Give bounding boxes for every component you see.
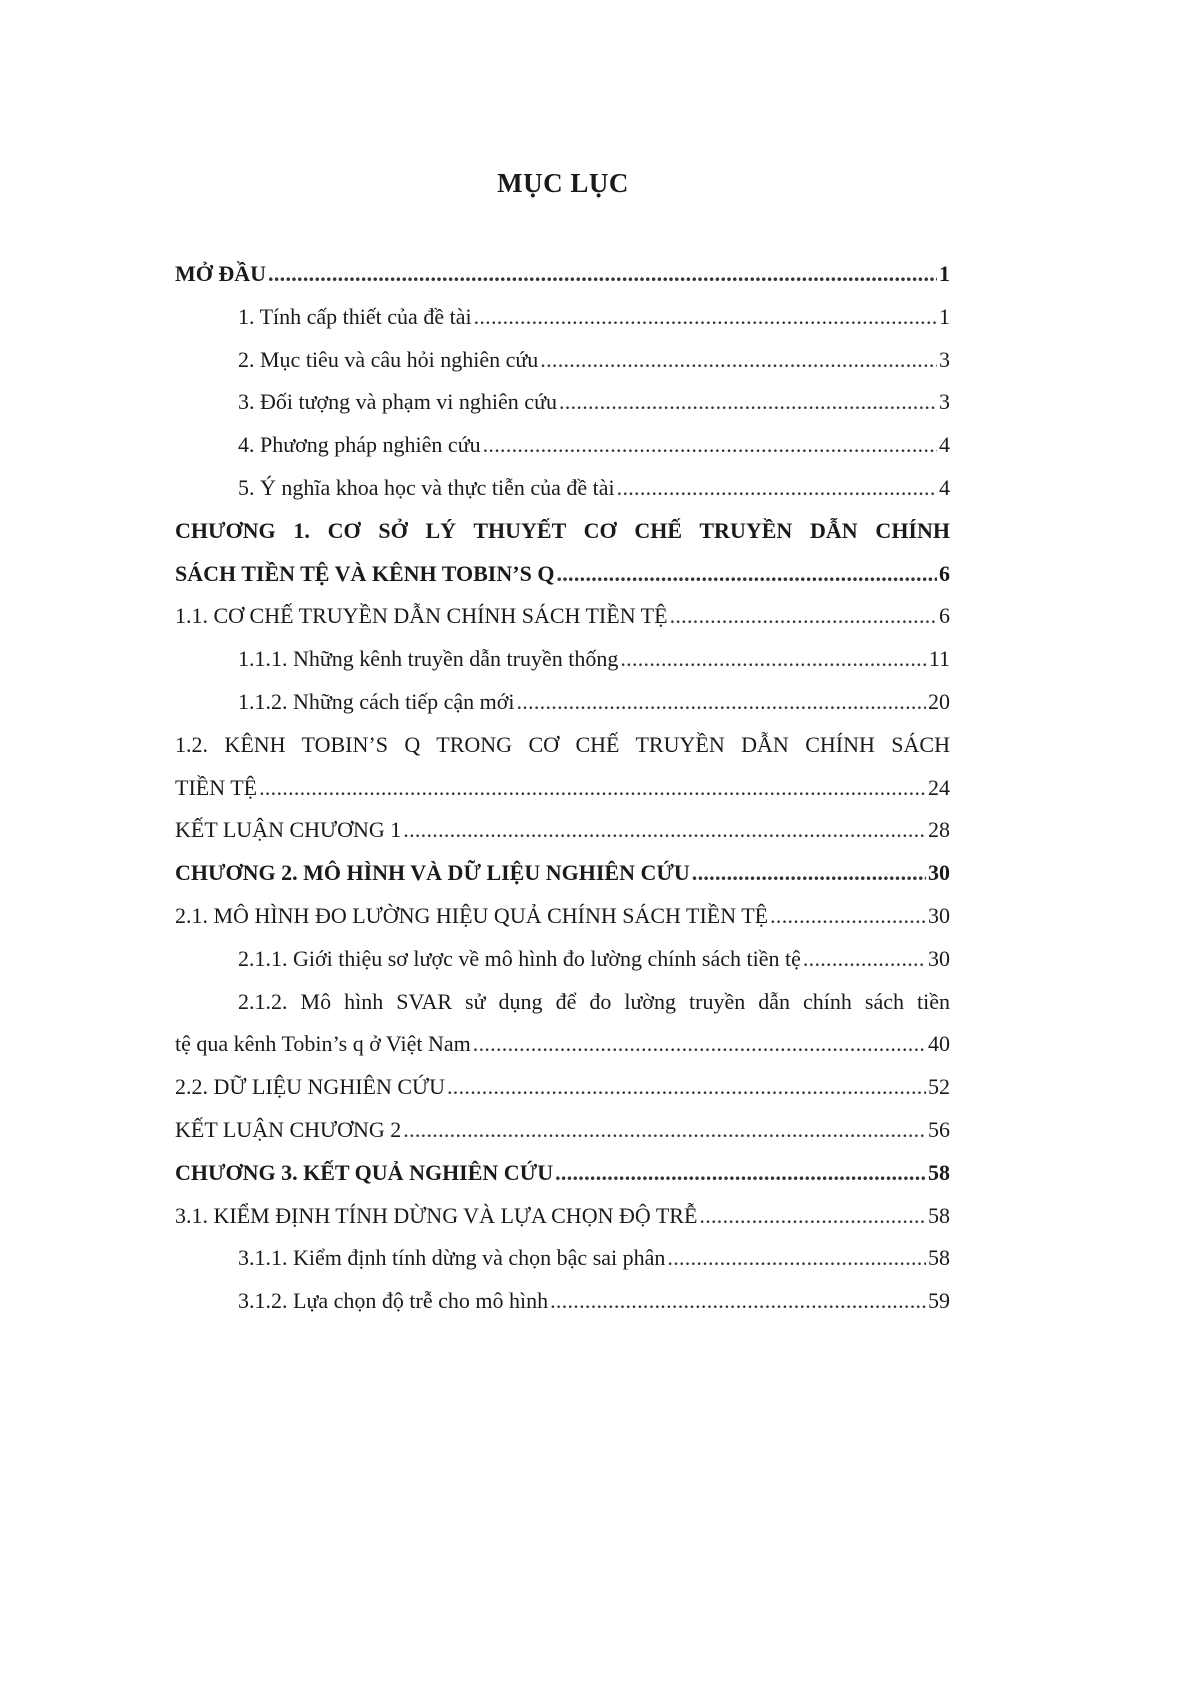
dot-leader: [617, 475, 937, 501]
toc-page-number: 56: [928, 1116, 950, 1142]
toc-page-number: 4: [939, 474, 950, 500]
toc-entry-text: MỞ ĐẦU: [175, 261, 267, 286]
toc-page-number: 24: [928, 774, 950, 800]
dot-leader: [670, 603, 937, 629]
toc-page-number: 3: [939, 389, 950, 415]
dot-leader: [559, 389, 937, 415]
toc-entry-text: 2.1.1. Giới thiệu sơ lược về mô hình đo lường chính sách tiền tệ: [238, 945, 801, 971]
toc-entry[interactable]: [175, 860, 950, 903]
toc-entry[interactable]: [175, 432, 950, 475]
toc-page-number: 3: [939, 346, 950, 372]
toc-entry-wrapped-line[interactable]: 1.2. KÊNH TOBIN’S Q TRONG CƠ CHẾ TRUYỀN DẪN CHÍNH SÁCH: [175, 731, 950, 757]
toc-entry-text: 2. Mục tiêu và câu hỏi nghiên cứu: [238, 346, 539, 372]
toc-entry-text: 3.1.1. Kiểm định tính dừng và chọn bậc sai phân: [238, 1245, 666, 1271]
dot-leader: [447, 1074, 926, 1100]
toc-entry-text: KẾT LUẬN CHƯƠNG 1: [175, 817, 402, 843]
dot-leader: [803, 946, 926, 972]
toc-entry[interactable]: [175, 1074, 950, 1117]
toc-entry[interactable]: [175, 689, 950, 732]
toc-entry-text: 2.1. MÔ HÌNH ĐO LƯỜNG HIỆU QUẢ CHÍNH SÁCH TIỀN TỆ: [175, 902, 769, 928]
dot-leader: [473, 1031, 926, 1057]
toc-page-number: 1: [939, 303, 950, 329]
dot-leader: [474, 304, 937, 330]
toc-entry-text: 3. Đối tượng và phạm vi nghiên cứu: [238, 389, 557, 415]
dot-leader: [550, 1288, 926, 1314]
toc-page-number: 20: [928, 688, 950, 714]
toc-page-number: 58: [928, 1159, 950, 1185]
toc-entry[interactable]: [175, 304, 950, 347]
toc-entry[interactable]: [175, 475, 950, 518]
toc-entry[interactable]: [175, 817, 950, 860]
dot-leader: [403, 817, 926, 843]
toc-entry[interactable]: [175, 561, 950, 604]
toc-page-number: 59: [928, 1288, 950, 1314]
toc-page-number: 28: [928, 817, 950, 843]
dot-leader: [268, 261, 937, 287]
dot-leader: [259, 775, 926, 801]
toc-entry-text: 1.1.2. Những cách tiếp cận mới: [238, 688, 515, 714]
toc-entry[interactable]: [175, 646, 950, 689]
table-of-contents: [175, 261, 950, 1331]
toc-entry-text: CHƯƠNG 3. KẾT QUẢ NGHIÊN CỨU: [175, 1159, 554, 1185]
toc-entry-wrapped-line[interactable]: CHƯƠNG 1. CƠ SỞ LÝ THUYẾT CƠ CHẾ TRUYỀN DẪN CHÍNH: [175, 517, 950, 543]
toc-entry-text: CHƯƠNG 2. MÔ HÌNH VÀ DỮ LIỆU NGHIÊN CỨU: [175, 860, 690, 886]
toc-page-number: 40: [928, 1031, 950, 1057]
toc-entry-text: 1.1. CƠ CHẾ TRUYỀN DẪN CHÍNH SÁCH TIỀN TỆ: [175, 603, 668, 629]
toc-entry-text: tệ qua kênh Tobin’s q ở Việt Nam: [175, 1031, 471, 1057]
toc-entry[interactable]: [175, 1031, 950, 1074]
toc-entry[interactable]: [175, 1288, 950, 1331]
toc-entry-text: 5. Ý nghĩa khoa học và thực tiễn của đề tài: [238, 474, 615, 500]
toc-page-number: 30: [928, 860, 950, 886]
toc-page-number: 6: [939, 603, 950, 629]
toc-entry[interactable]: [175, 946, 950, 989]
toc-entry-text: 3.1. KIỂM ĐỊNH TÍNH DỪNG VÀ LỰA CHỌN ĐỘ TRỄ: [175, 1202, 698, 1228]
toc-entry[interactable]: [175, 603, 950, 646]
toc-page-number: 4: [939, 432, 950, 458]
dot-leader: [556, 561, 937, 587]
toc-entry[interactable]: [175, 389, 950, 432]
dot-leader: [770, 903, 926, 929]
toc-entry[interactable]: [175, 775, 950, 818]
toc-entry-text: 3.1.2. Lựa chọn độ trễ cho mô hình: [238, 1288, 549, 1314]
toc-entry-wrapped-line[interactable]: 2.1.2. Mô hình SVAR sử dụng để đo lường truyền dẫn chính sách tiền: [238, 988, 950, 1014]
dot-leader: [403, 1117, 926, 1143]
toc-page-number: 52: [928, 1074, 950, 1100]
dot-leader: [540, 347, 937, 373]
toc-entry[interactable]: [175, 347, 950, 390]
toc-entry-text: TIỀN TỆ: [175, 774, 258, 800]
dot-leader: [516, 689, 926, 715]
toc-entry-text: 1. Tính cấp thiết của đề tài: [238, 303, 472, 329]
page-title: MỤC LỤC: [497, 168, 629, 198]
dot-leader: [667, 1245, 926, 1271]
toc-entry[interactable]: [175, 1160, 950, 1203]
toc-page-number: 6: [939, 560, 950, 586]
toc-page-number: 58: [928, 1245, 950, 1271]
toc-entry-text: SÁCH TIỀN TỆ VÀ KÊNH TOBIN’S Q: [175, 560, 555, 586]
toc-page-number: 1: [939, 261, 950, 286]
toc-entry-text: 4. Phương pháp nghiên cứu: [238, 432, 481, 458]
dot-leader: [692, 860, 926, 886]
toc-page-number: 30: [928, 902, 950, 928]
toc-entry[interactable]: [175, 1203, 950, 1246]
toc-page-number: 11: [928, 646, 950, 672]
toc-entry[interactable]: [175, 903, 950, 946]
dot-leader: [699, 1203, 926, 1229]
dot-leader: [555, 1160, 926, 1186]
toc-entry[interactable]: [175, 1117, 950, 1160]
toc-entry-text: 1.1.1. Những kênh truyền dẫn truyền thống: [238, 646, 619, 672]
toc-page-number: 30: [928, 945, 950, 971]
toc-entry[interactable]: [175, 261, 950, 304]
toc-entry-text: 2.2. DỮ LIỆU NGHIÊN CỨU: [175, 1074, 445, 1100]
toc-page-number: 58: [928, 1202, 950, 1228]
toc-entry-text: KẾT LUẬN CHƯƠNG 2: [175, 1116, 402, 1142]
toc-entry[interactable]: [175, 1245, 950, 1288]
dot-leader: [483, 432, 937, 458]
dot-leader: [620, 646, 926, 672]
